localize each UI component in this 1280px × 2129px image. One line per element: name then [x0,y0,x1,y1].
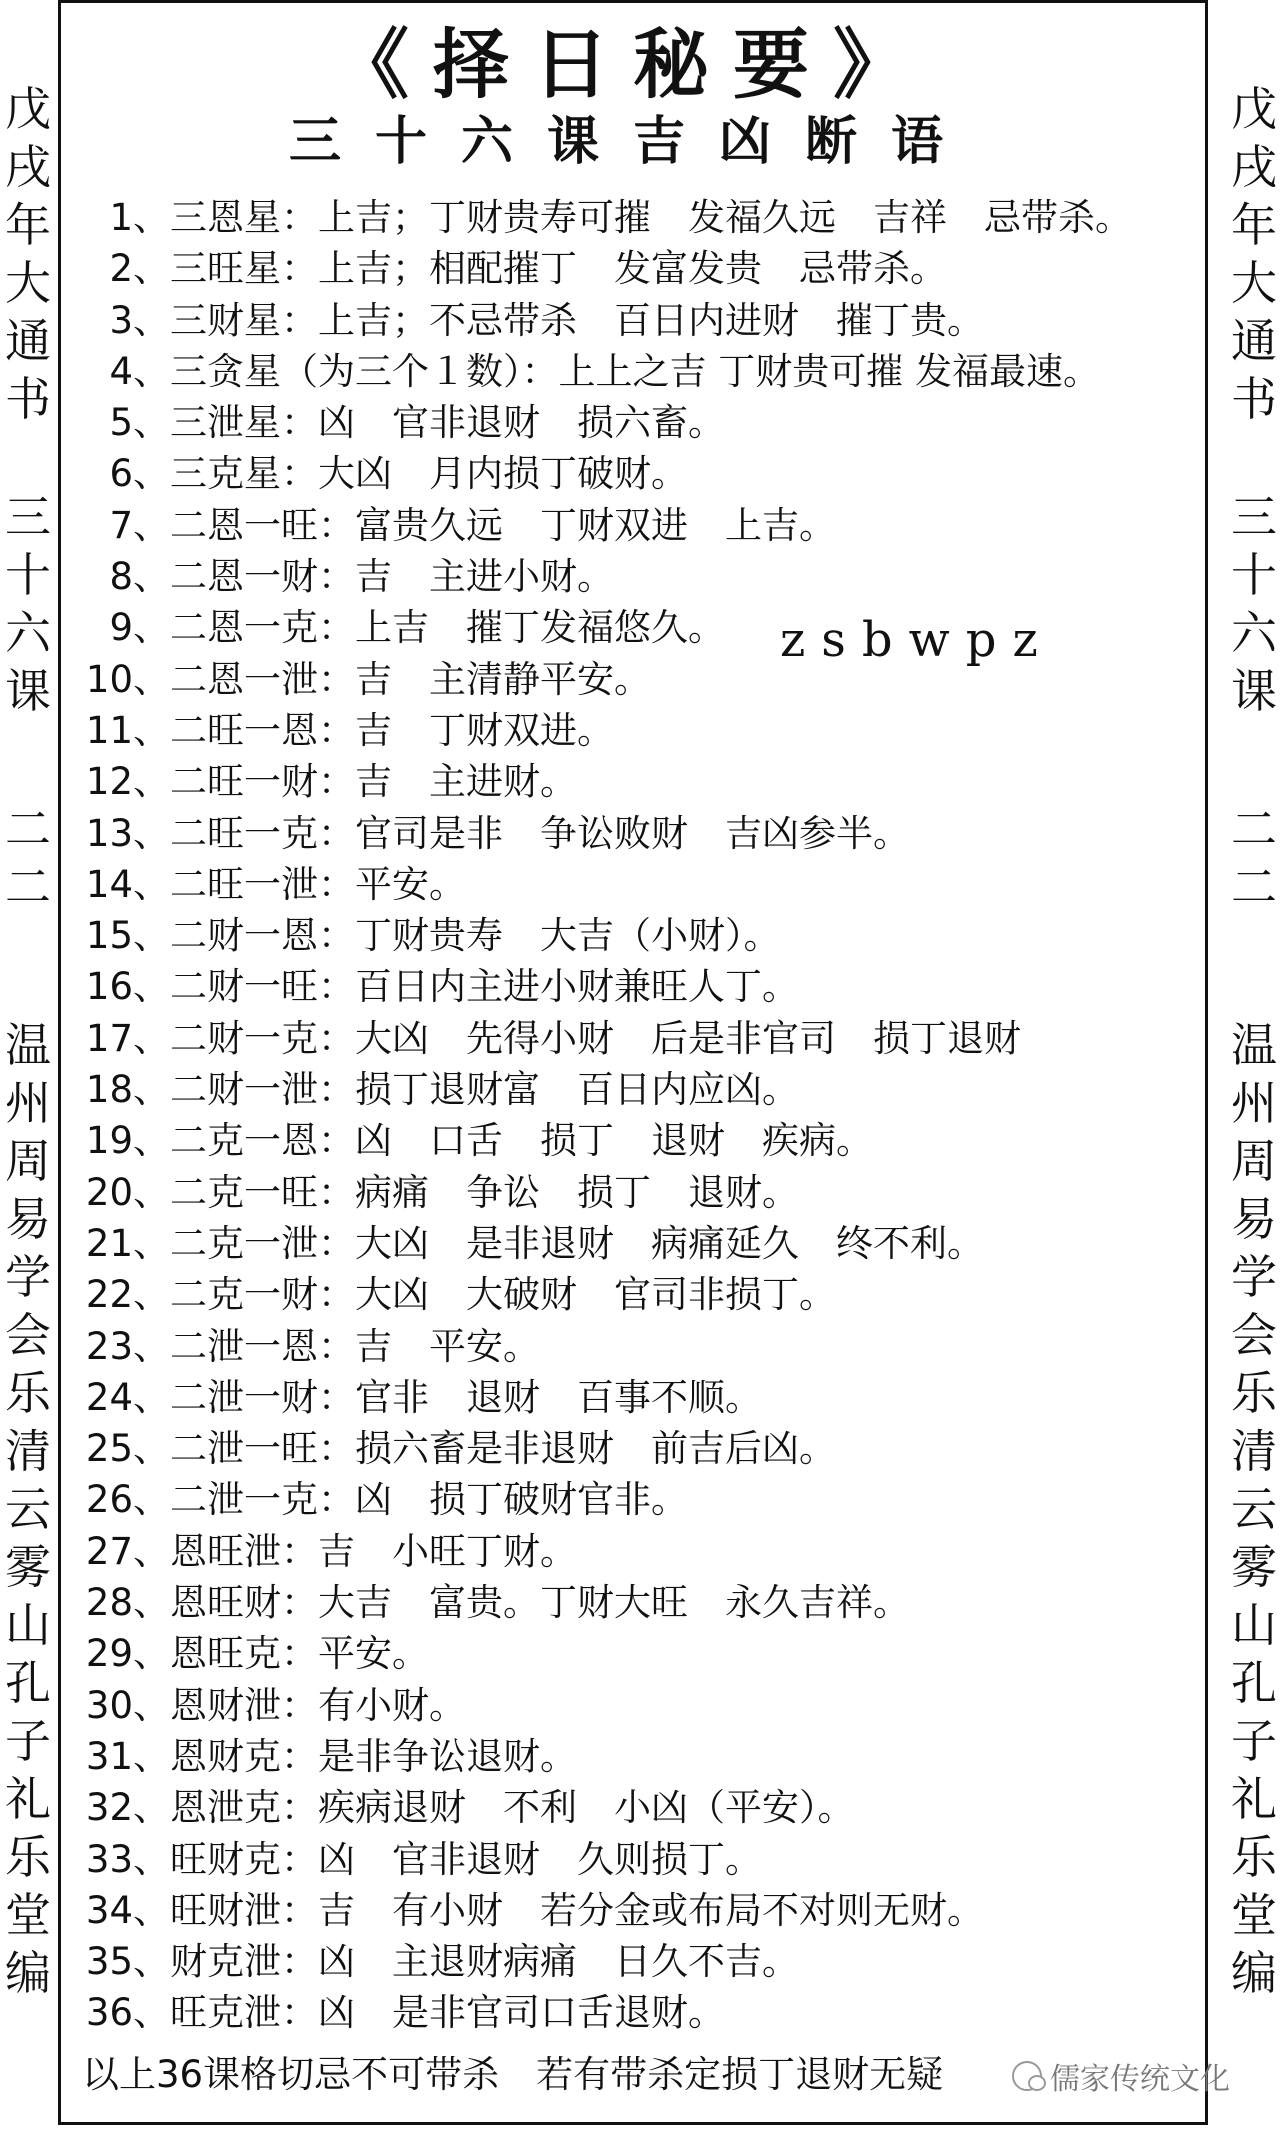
item-text: 恩旺财：大吉 富贵。丁财大旺 永久吉祥。 [170,1581,910,1625]
left-page-number: 二 二 [5,802,51,914]
list-item [80,808,1200,859]
right-section-name: 三 十 六 课 [1231,490,1277,718]
watermark-letters: zsbwpz [780,612,1054,668]
item-text: 旺财泄：吉 有小财 若分金或布局不对则无财。 [170,1888,984,1932]
page-subtitle: 三十六课吉凶断语 [288,111,977,172]
item-text: 二泄一旺：损六畜是非退财 前吉后凶。 [170,1427,836,1471]
item-number: 11、 [85,708,170,752]
item-text: 二泄一恩：吉 平安。 [170,1324,540,1368]
item-text: 三旺星：上吉；相配摧丁 发富发贵 忌带杀。 [170,247,947,291]
list-item [80,1680,1200,1731]
item-text: 二恩一财：吉 主进小财。 [170,555,614,599]
list-item [80,1936,1200,1987]
page-title: 《择日秘要》 [333,20,933,109]
item-number: 28、 [85,1581,170,1625]
list-item [80,500,1200,551]
item-number: 36、 [85,1991,170,2035]
list-item [80,243,1200,294]
item-number: 17、 [85,1016,170,1060]
item-number: 35、 [85,1940,170,1984]
item-text: 旺财克：凶 官非退财 久则损丁。 [170,1837,762,1881]
list-item [80,1577,1200,1628]
left-margin-text [0,80,56,2002]
item-text: 二旺一财：吉 主进财。 [170,760,577,804]
item-text: 二恩一旺：富贵久远 丁财双进 上吉。 [170,503,836,547]
item-text: 二克一旺：病痛 争讼 损丁 退财。 [170,1170,799,1214]
item-number: 21、 [85,1221,170,1265]
item-text: 二克一财：大凶 大破财 官司非损丁。 [170,1273,836,1317]
item-number: 32、 [85,1786,170,1830]
list-item [80,1987,1200,2038]
item-number: 34、 [85,1888,170,1932]
left-section-name: 三 十 六 课 [5,490,51,718]
item-number: 16、 [85,965,170,1009]
list-item [80,1321,1200,1372]
list-item [80,756,1200,807]
item-number: 27、 [85,1529,170,1573]
item-text: 恩旺克：平安。 [170,1632,429,1676]
list-item [80,1834,1200,1885]
list-item [80,1167,1200,1218]
list-item [80,192,1200,243]
item-number: 6、 [109,452,170,496]
item-number: 23、 [85,1324,170,1368]
list-item [80,910,1200,961]
list-item [80,1628,1200,1679]
item-text: 财克泄：凶 主退财病痛 日久不吉。 [170,1940,799,1984]
item-number: 7、 [109,503,170,547]
item-text: 二财一克：大凶 先得小财 后是非官司 损丁退财 [170,1016,1021,1060]
right-page-number: 二 二 [1231,802,1277,914]
item-text: 三克星：大凶 月内损丁破财。 [170,452,688,496]
item-number: 9、 [109,606,170,650]
item-text: 三贪星（为三个１数）：上上之吉 丁财贵可摧 发福最速。 [170,349,1101,393]
list-item [80,295,1200,346]
wechat-icon [1012,2061,1042,2091]
item-number: 3、 [109,298,170,342]
item-text: 二财一旺：百日内主进小财兼旺人丁。 [170,965,799,1009]
wechat-label: 儒家传统文化 [1050,2062,1230,2097]
item-number: 8、 [109,555,170,599]
list-item [80,1474,1200,1525]
list-item [80,1526,1200,1577]
item-text: 恩旺泄：吉 小旺丁财。 [170,1529,577,1573]
right-margin-text [1226,80,1280,2002]
item-number: 4、 [109,349,170,393]
item-text: 二财一泄：损丁退财富 百日内应凶。 [170,1068,799,1112]
wechat-watermark [1012,2054,1230,2098]
item-number: 2、 [109,247,170,291]
item-text: 二旺一恩：吉 丁财双进。 [170,708,614,752]
right-book-name: 戊 戌 年 大 通 书 [1231,82,1277,426]
list-item [80,1269,1200,1320]
item-number: 29、 [85,1632,170,1676]
left-publisher: 温 州 周 易 学 会 乐 清 云 雾 山 孔 子 礼 乐 堂 编 [5,1018,51,2000]
item-text: 二恩一泄：吉 主清静平安。 [170,657,651,701]
item-text: 二旺一泄：平安。 [170,862,466,906]
item-number: 1、 [109,196,170,239]
item-number: 31、 [85,1734,170,1778]
item-text: 恩财克：是非争讼退财。 [170,1734,577,1778]
item-text: 三财星：上吉；不忌带杀 百日内进财 摧丁贵。 [170,298,984,342]
item-number: 33、 [85,1837,170,1881]
item-number: 18、 [85,1068,170,1112]
list-item [80,1218,1200,1269]
item-text: 恩泄克：疾病退财 不利 小凶（平安）。 [170,1786,855,1830]
item-text: 二旺一克：官司是非 争讼败财 吉凶参半。 [170,811,910,855]
item-number: 15、 [85,914,170,958]
list-item [80,961,1200,1012]
item-text: 二恩一克：上吉 摧丁发福悠久。 [170,606,725,650]
item-number: 20、 [85,1170,170,1214]
item-number: 13、 [85,811,170,855]
list-item [80,859,1200,910]
list-item [80,1064,1200,1115]
item-text: 恩财泄：有小财。 [170,1683,466,1727]
list-item [80,346,1200,397]
item-number: 24、 [85,1375,170,1419]
left-book-name: 戊 戌 年 大 通 书 [5,82,51,426]
footer-note: 以上36课格切忌不可带杀 若有带杀定损丁退财无疑 [82,2053,944,2096]
item-number: 30、 [85,1683,170,1727]
item-text: 二克一泄：大凶 是非退财 病痛延久 终不利。 [170,1221,984,1265]
list-item [80,1885,1200,1936]
item-number: 19、 [85,1119,170,1163]
item-text: 三恩星：上吉；丁财贵寿可摧 发福久远 吉祥 忌带杀。 [170,196,1132,239]
list-item [80,1423,1200,1474]
item-number: 25、 [85,1427,170,1471]
right-publisher: 温 州 周 易 学 会 乐 清 云 雾 山 孔 子 礼 乐 堂 编 [1231,1018,1277,2000]
item-text: 二克一恩：凶 口舌 损丁 退财 疾病。 [170,1119,873,1163]
list-item [80,1782,1200,1833]
verdict-list [80,192,1200,2039]
item-number: 14、 [85,862,170,906]
list-item [80,1372,1200,1423]
list-item [80,448,1200,499]
list-item [80,551,1200,602]
item-number: 12、 [85,760,170,804]
list-item [80,1731,1200,1782]
item-number: 22、 [85,1273,170,1317]
list-item [80,397,1200,448]
item-text: 三泄星：凶 官非退财 损六畜。 [170,401,725,445]
item-text: 旺克泄：凶 是非官司口舌退财。 [170,1991,725,2035]
list-item [80,705,1200,756]
item-number: 10、 [85,657,170,701]
item-number: 26、 [85,1478,170,1522]
list-item [80,1013,1200,1064]
item-text: 二财一恩：丁财贵寿 大吉（小财）。 [170,914,781,958]
list-item [80,1115,1200,1166]
item-number: 5、 [109,401,170,445]
item-text: 二泄一克：凶 损丁破财官非。 [170,1478,688,1522]
item-text: 二泄一财：官非 退财 百事不顺。 [170,1375,762,1419]
